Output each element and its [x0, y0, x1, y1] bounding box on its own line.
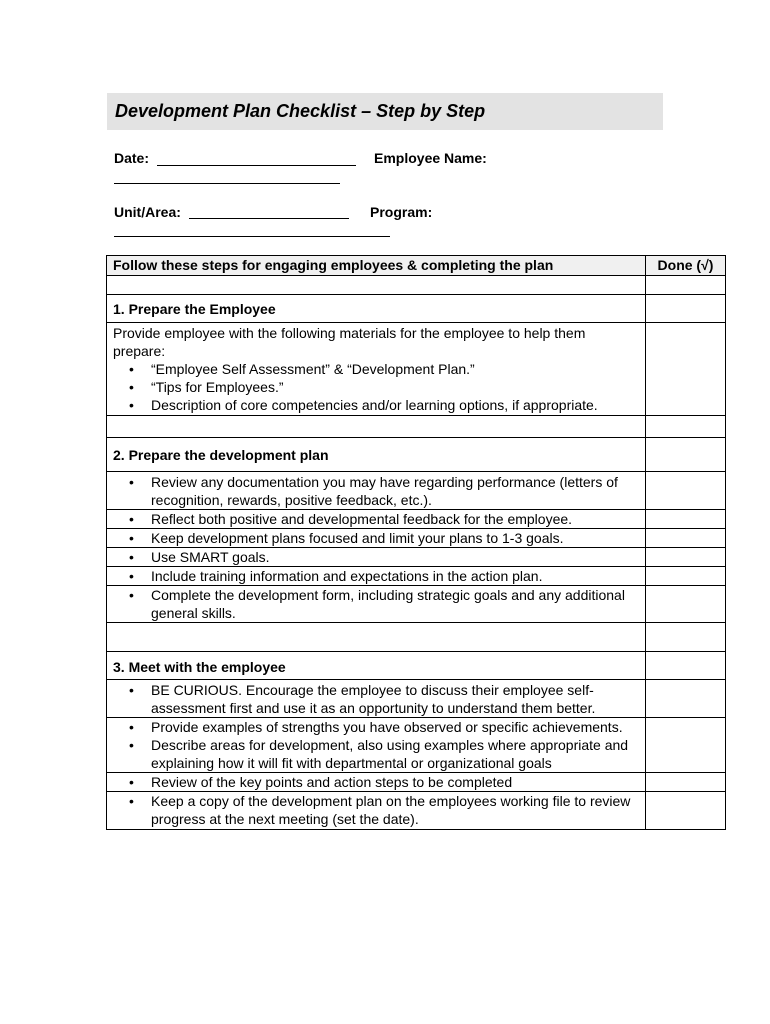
section-1-body-row	[107, 323, 726, 416]
table-row	[107, 773, 726, 792]
list-item: • Reflect both positive and developmental feedback for the employee.	[151, 510, 639, 528]
blank-row	[107, 276, 726, 295]
section-title: 2. Prepare the development plan	[107, 438, 646, 472]
done-checkbox-cell[interactable]	[646, 718, 726, 773]
header-done: Done (√)	[646, 256, 726, 276]
list-item: • Review any documentation you may have regarding performance (letters of recognition, rewards, positive feedback, etc.).	[151, 473, 639, 509]
table-row	[107, 718, 726, 773]
section-1-list	[113, 360, 639, 414]
done-checkbox-cell[interactable]	[646, 323, 726, 416]
program-line[interactable]	[114, 236, 390, 237]
table-header-row	[107, 256, 726, 276]
done-checkbox-cell[interactable]	[646, 680, 726, 718]
blank-row	[107, 623, 726, 652]
table-row	[107, 548, 726, 567]
employee-name-line[interactable]	[114, 183, 340, 184]
list-item: • Use SMART goals.	[151, 548, 639, 566]
date-line[interactable]	[157, 165, 356, 166]
table-row	[107, 567, 726, 586]
table-row	[107, 472, 726, 510]
date-label: Date:	[114, 150, 150, 166]
list-item: • “Employee Self Assessment” & “Development Plan.”	[151, 360, 639, 378]
done-checkbox-cell[interactable]	[646, 548, 726, 567]
section-title: 3. Meet with the employee	[107, 652, 646, 680]
done-checkbox-cell[interactable]	[646, 510, 726, 529]
table-row	[107, 586, 726, 623]
list-item: • Provide examples of strengths you have observed or specific achievements.	[151, 718, 639, 736]
done-checkbox-cell[interactable]	[646, 567, 726, 586]
section-1-title-row	[107, 295, 726, 323]
blank-row	[107, 416, 726, 438]
list-item: • BE CURIOUS. Encourage the employee to discuss their employee self-assessment first and use it as an opportunity to understand them better.	[151, 681, 639, 717]
unit-area-label: Unit/Area:	[114, 204, 181, 220]
header-steps: Follow these steps for engaging employees & completing the plan	[107, 256, 646, 276]
done-checkbox-cell[interactable]	[646, 586, 726, 623]
list-item: • “Tips for Employees.”	[151, 378, 639, 396]
page-title: Development Plan Checklist – Step by Step	[115, 101, 486, 121]
list-item: • Complete the development form, including strategic goals and any additional general skills.	[151, 586, 639, 622]
section-2-title-row	[107, 438, 726, 472]
done-checkbox-cell[interactable]	[646, 792, 726, 830]
title-bar	[107, 93, 663, 130]
list-item: • Keep development plans focused and limit your plans to 1-3 goals.	[151, 529, 639, 547]
checklist-table	[106, 255, 726, 830]
done-checkbox-cell[interactable]	[646, 773, 726, 792]
list-item: • Keep a copy of the development plan on the employees working file to review progress at the next meeting (set the date).	[151, 792, 639, 828]
table-row	[107, 510, 726, 529]
list-item: • Review of the key points and action steps to be completed	[151, 773, 639, 791]
section-3-title-row	[107, 652, 726, 680]
list-item: • Description of core competencies and/or learning options, if appropriate.	[151, 396, 639, 414]
table-row	[107, 529, 726, 548]
list-item: • Describe areas for development, also using examples where appropriate and explaining how it will fit with departmental or organizational goals	[151, 736, 639, 772]
section-title: 1. Prepare the Employee	[107, 295, 646, 323]
program-label: Program:	[370, 204, 433, 220]
employee-name-label: Employee Name:	[374, 150, 487, 166]
unit-area-line[interactable]	[189, 218, 349, 219]
section-1-intro: Provide employee with the following materials for the employee to help them prepare:	[113, 325, 586, 359]
list-item: • Include training information and expectations in the action plan.	[151, 567, 639, 585]
table-row	[107, 680, 726, 718]
done-checkbox-cell[interactable]	[646, 472, 726, 510]
table-row	[107, 792, 726, 830]
done-checkbox-cell[interactable]	[646, 529, 726, 548]
